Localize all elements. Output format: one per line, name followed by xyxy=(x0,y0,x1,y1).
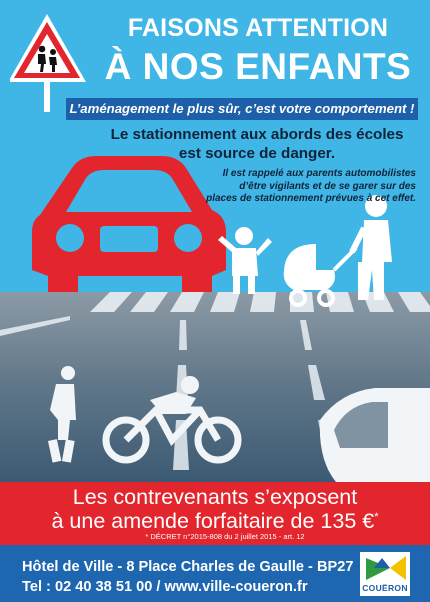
parent-notice xyxy=(184,168,416,206)
stroller-parent-icon xyxy=(284,195,392,305)
fine-line-2 xyxy=(0,509,430,534)
title-line-2: À NOS ENFANTS xyxy=(104,46,412,87)
coueron-logo-text: COUËRON xyxy=(362,583,408,593)
slogan-banner: L’aménagement le plus sûr, c’est votre comportement ! xyxy=(66,98,418,120)
fine-asterisk: * xyxy=(374,510,379,523)
fine-amount-text: à une amende forfaitaire de 135 € xyxy=(51,509,375,533)
fine-banner xyxy=(0,482,430,545)
notice-line: places de stationnement prévues à cet effet. xyxy=(206,193,416,204)
title-line-1: FAISONS ATTENTION xyxy=(127,14,389,42)
notice-line: Il est rappelé aux parents automobilistes xyxy=(222,168,416,179)
notice-line: d’être vigilants et de se garer sur des xyxy=(239,180,416,192)
decree-reference: * DÉCRET n°2015-808 du 2 juillet 2015 - art. 12 xyxy=(145,532,305,541)
danger-line-2: est source de danger. xyxy=(178,145,336,162)
child-icon xyxy=(218,227,272,294)
fine-line-1: Les contrevenants s’exposent xyxy=(72,485,358,509)
children-crossing-sign-icon xyxy=(10,12,88,112)
danger-line-1: Le stationnement aux abords des écoles xyxy=(110,126,404,143)
coueron-logo xyxy=(360,552,410,596)
footer-contact: Tel : 02 40 38 51 00 / www.ville-coueron.fr xyxy=(22,579,308,595)
footer-address: Hôtel de Ville - 8 Place Charles de Gaulle - BP27 xyxy=(22,559,354,575)
coueron-logo-mark-icon xyxy=(360,552,410,584)
